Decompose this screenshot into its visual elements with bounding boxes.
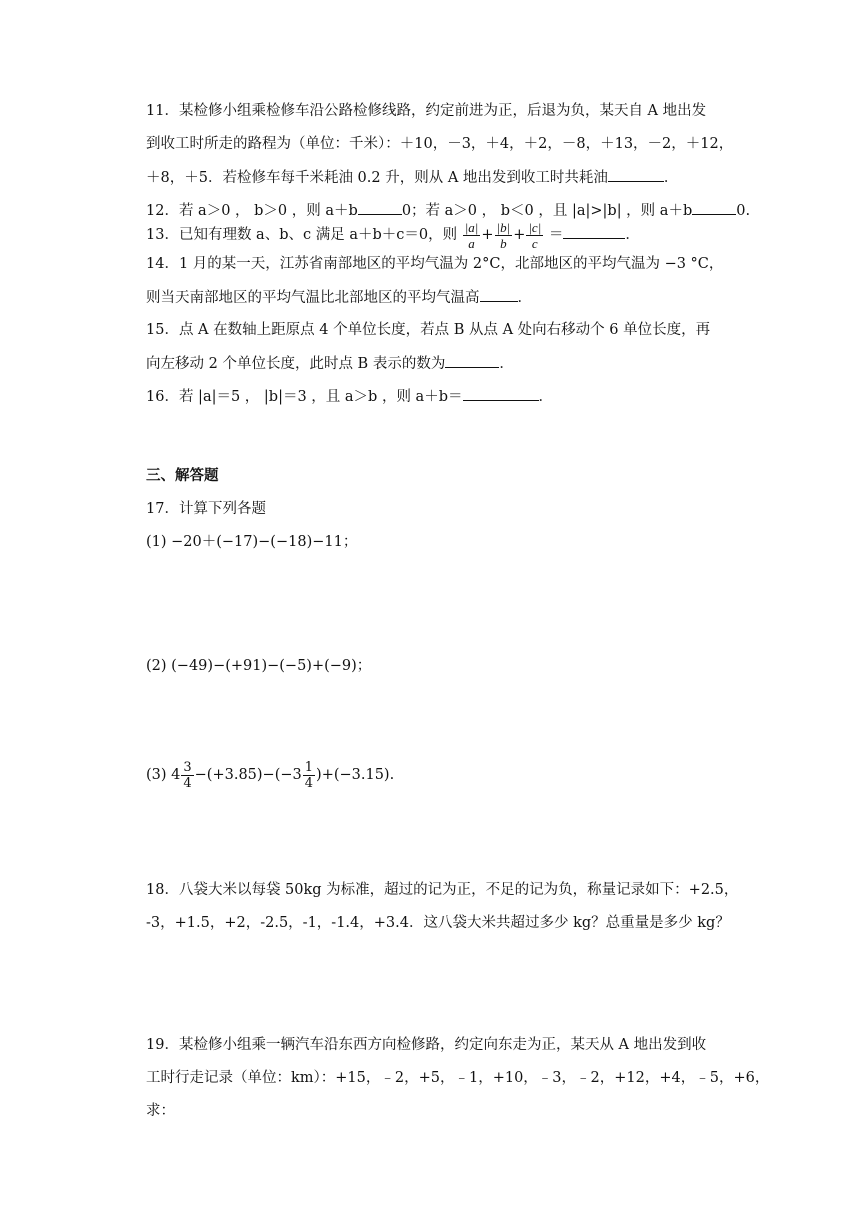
answer-blank	[480, 287, 518, 302]
answer-blank	[358, 200, 402, 215]
answer-blank	[445, 353, 499, 368]
question-13	[146, 218, 640, 252]
q11-period: ．	[663, 170, 679, 186]
q17-p3-end: )+(−3.15).	[316, 767, 395, 783]
q17-p3-whole: (3) 4	[146, 767, 181, 783]
q14-line-1: 14．1 月的某一天，江苏省南部地区的平均气温为 2°C，北部地区的平均气温为 −3 °C，	[146, 256, 724, 272]
q17-part-3	[146, 758, 394, 792]
q13-period: ．	[625, 227, 640, 243]
q11-line-1: 11．某检修小组乘检修车沿公路检修线路，约定前进为正，后退为负，某天自 A 地出发	[146, 103, 707, 119]
q12-part-a: 12．若 a＞0 ， b＞0 ，则 a＋b	[146, 203, 358, 219]
q18-line-1: 18．八袋大米以每袋 50kg 为标准，超过的记为正，不足的记为负，称量记录如下：+2.5，	[146, 882, 739, 898]
plus-sign: +	[513, 227, 526, 243]
q16-period: ．	[538, 389, 553, 405]
q12-part-b: 0；若 a＞0 ， b＜0 ，且 |a|>|b| ，则 a＋b	[401, 203, 693, 219]
q17-title: 17．计算下列各题	[146, 501, 266, 517]
q11-line-2: 到收工时所走的路程为（单位：千米）：＋10，－3，＋4，＋2，－8，＋13，－2，＋12，	[146, 136, 734, 152]
answer-blank	[463, 386, 539, 401]
q19-line-1: 19．某检修小组乘一辆汽车沿东西方向检修路，约定向东走为正，某天从 A 地出发到收	[146, 1037, 707, 1053]
q18-line-2: -3，+1.5，+2，-2.5，-1，-1.4，+3.4．这八袋大米共超过多少 kg？总重量是多少 kg？	[146, 915, 730, 931]
fraction-abs-c: $\frac{|c|}{c}$	[528, 219, 542, 251]
question-16	[146, 386, 553, 407]
answer-blank	[692, 200, 736, 215]
q15-line-2	[146, 353, 514, 374]
q19-line-2: 工时行走记录（单位：km）：+15，﹣2，+5，﹣1，+10，﹣3，﹣2，+12，+4，﹣5，+6，	[146, 1070, 770, 1086]
answer-blank	[608, 167, 664, 182]
q14-line-2	[146, 287, 532, 308]
fraction-one-quarter: $\frac{1}{4}$	[304, 759, 314, 791]
fraction-three-quarters: $\frac{3}{4}$	[183, 759, 192, 791]
q15-line-1: 15．点 A 在数轴上距原点 4 个单位长度，若点 B 从点 A 处向右移动个 6 单位长度，再	[146, 322, 711, 338]
fraction-abs-b: $\frac{|b|}{b}$	[496, 219, 511, 251]
q13-text: 13．已知有理数 a、b、c 满足 a＋b＋c＝0，则	[146, 227, 458, 243]
q17-part-1: (1) −20＋(−17)−(−18)−11；	[146, 534, 358, 550]
q16-text: 16．若 |a|＝5 ， |b|＝3 ，且 a＞b ，则 a＋b＝	[146, 389, 463, 405]
q17-part-2: (2) (−49)−(+91)−(−5)+(−9)；	[146, 658, 372, 674]
q14-line-2-text: 则当天南部地区的平均气温比北部地区的平均气温高	[146, 290, 480, 306]
q17-p3-middle: −(+3.85)−(−3	[194, 767, 302, 783]
answer-blank	[563, 224, 625, 239]
section-heading: 三、解答题	[146, 467, 219, 484]
equals-sign: ＝	[548, 227, 564, 243]
q14-period: ．	[517, 290, 532, 306]
plus-sign: +	[481, 227, 494, 243]
q19-line-3: 求：	[146, 1103, 175, 1119]
q12-part-c: 0.	[736, 203, 751, 219]
q11-line-3-text: ＋8，＋5．若检修车每千米耗油 0.2 升，则从 A 地出发到收工时共耗油	[146, 170, 608, 186]
q15-line-2-text: 向左移动 2 个单位长度，此时点 B 表示的数为	[146, 356, 446, 372]
q15-period: ．	[499, 356, 514, 372]
fraction-abs-a: $\frac{|a|}{a}$	[464, 219, 479, 251]
q11-line-3	[146, 167, 678, 188]
